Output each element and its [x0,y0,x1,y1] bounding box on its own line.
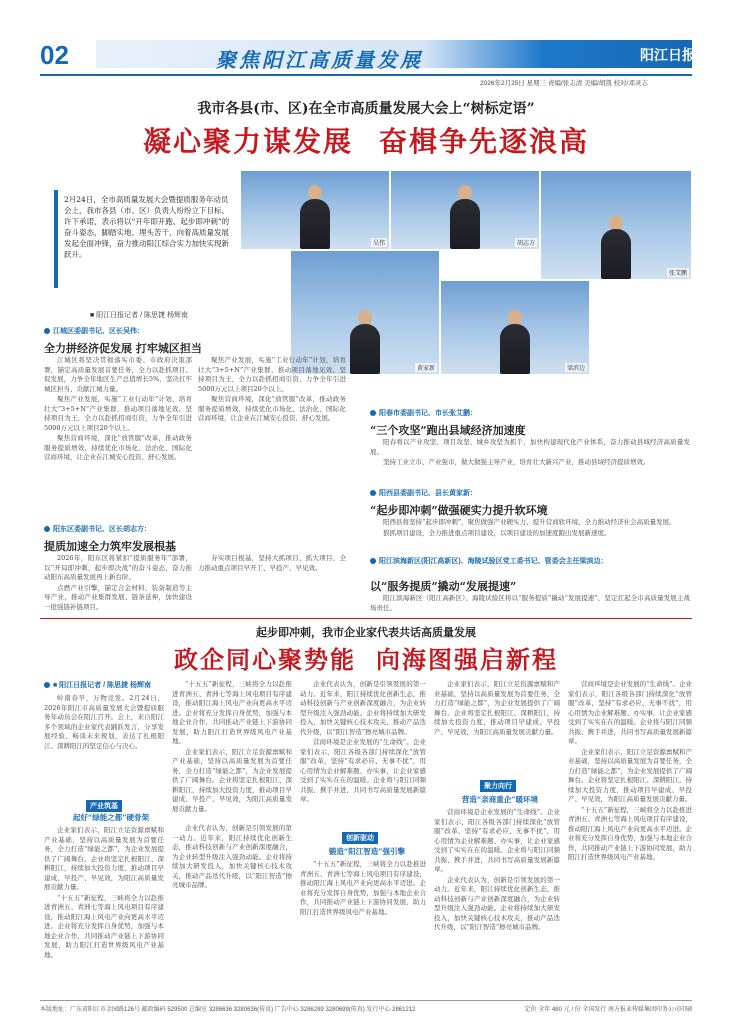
section-body-cont: 夯实项目根基，坚持大抓项目、抓大项目，全力推动重点项目早开工、早投产、早见效。 [198,554,346,572]
lead-kicker: 我市各县(市、区)在全市高质量发展大会上“树标定语” [197,101,535,117]
lower-intro: 岭南春早，万物竞发。2月24日，2026年阳江市高质量发展大会暨提质服务年动员会在阳江召开。会上，来自阳江多个领域的企业家代表踊跃发言，分享发展经验、畅谈未来规划，表达了扎根阳江、深耕阳江的坚定信心与决心。 [44,694,164,750]
lower-headline [0,640,732,675]
lead-headline-a: 凝心聚力谋发展 [142,125,353,158]
section-body: 2026年，阳东区将紧扣“提质服务年”部署，以“开局即冲刺、起步即决战”的奋斗姿态，奋力推动阳东高质量发展再上新台阶。 点燃产业引擎，锚定合金材料、装备制造等主导产业，推动产业集群发展、链条延伸，加快建设一批强链补链项目。 [44,554,192,611]
subsection-label: 产业筑基 [86,800,122,812]
subsection-title: 营造“亲商重企”暖环境 [461,795,539,804]
lower-headline-a: 政企同心聚势能 [174,645,356,674]
masthead [0,0,732,87]
section-tag: 阳江滨海新区(阳江高新区)、海陵试验区党工委书记、管委会主任梁滨边： [370,556,690,566]
lower-body: 营商环境是企业发展的“生命线”。企业家们表示，阳江各级各部门持续深化“放管服”改革，坚持“有求必应、无事不扰”，用心用情为企业解难题、办实事，让企业家感受到了实实在在的温暖。企业将与阳江同频共振、携手并进，共同书写高质量发展新篇章。 企业代表认为，创新是引领发展的第一动力。近年来，阳江持续优化创新生态，推动科技创新与产业创新深度融合，为企业转型升级注入强劲动能。企业将持续加大研发投入，加快关键核心技术攻关，推动产品迭代升级，以“阳江智造”擦亮城市品牌。 [434,808,560,931]
lower-body: 企业家们表示，阳江立足资源禀赋和产业基础，坚持以高质量发展为首要任务，全力打造“绿能之都”，为企业发展提供了广阔舞台。企业将坚定扎根阳江、深耕阳江，持续加大投资力度，推动项目早建成、早投产、早见效，为阳江高质量发展贡献力量。 “十五五”新征程，三峡将全力以赴推进青洲五、青洲七等海上风电项目有序建设，推动阳江海上风电产业向更高水平迈进。企业将充分发挥自身优势，加强与本地企业合作，共同推动产业链上下游协同发展，助力阳江打造世界级风电产业基地。 [44,826,164,959]
lower-kicker: 起步即冲刺，我市企业家代表共话高质量发展 [256,626,476,639]
section-title: 聚焦阳江高质量发展 [216,48,423,72]
lower-body: “十五五”新征程，三峡将全力以赴推进青洲五、青洲七等海上风电项目有序建设，推动阳江海上风电产业向更高水平迈进。企业将充分发挥自身优势，加强与本地企业合作，共同推动产业链上下游协同发展，助力阳江打造世界级风电产业基地。 [300,860,426,916]
section-title: 提质加速全力筑牢发展根基 [44,540,176,553]
lower-byline: ■ 阳江日报记者 / 陈思捷 杨辉南 [44,680,151,690]
footer [40,1004,692,1013]
issue-meta: 2026年2月25日 星期三 责编/张志清 美编/胡凯 校对/邓灵志 [480,80,648,87]
subsection-title: 起好“绿能之都”硬骨架 [72,813,150,822]
lead-headline [0,120,732,160]
section-divider [40,618,692,619]
photo-caption: 吴伟 [372,240,385,247]
lower-headline-b: 向海图强启新程 [376,645,558,674]
subsection-label: 创新驱动 [342,832,378,844]
section-tag: 江城区委副书记、区长吴伟： [44,326,144,336]
page-number: 02 [40,40,69,70]
lower-body: 企业代表认为，创新是引领发展的第一动力。近年来，阳江持续优化创新生态，推动科技创新与产业创新深度融合，为企业转型升级注入强劲动能。企业将持续加大研发投入，加快关键核心技术攻关，推动产品迭代升级，以“阳江智造”擦亮城市品牌。 [172,824,292,889]
masthead-rule [40,74,692,76]
section-title: 全力拼经济促发展 打牢城区担当 [44,342,202,355]
lower-body: 企业家们表示，阳江立足资源禀赋和产业基础，坚持以高质量发展为首要任务，全力打造“绿能之都”，为企业发展提供了广阔舞台。企业将坚定扎根阳江、深耕阳江，持续加大投资力度，推动项目早建成、早投产、早见效，为阳江高质量发展贡献力量。 [434,680,560,736]
photo-caption: 胡志方 [516,240,535,247]
photo-caption: 张艾鹏 [668,270,687,277]
section-body: 阳春将以产业攻坚、项目攻坚、城乡攻坚为抓手，加快构建现代化产业体系，奋力推动县域经济高质量发展。 坚持工业立市、产业强市，做大做强主导产业，培育壮大新兴产业，推动县域经济提质增效。 [370,438,690,466]
speaker-photo [240,170,390,250]
speaker-photo [540,170,692,280]
newspaper-logo: 阳江日报 [640,48,696,64]
lead-headline-b: 奋楫争先逐浪高 [379,125,590,158]
lower-body: 企业代表认为，创新是引领发展的第一动力。近年来，阳江持续优化创新生态，推动科技创新与产业创新深度融合，为企业转型升级注入强劲动能。企业将持续加大研发投入，加快关键核心技术攻关，推动产品迭代升级，以“阳江智造”擦亮城市品牌。 营商环境是企业发展的“生命线”。企业家们表示，阳江各级各部门持续深化“放管服”改革，坚持“有求必应、无事不扰”，用心用情为企业解难题、办实事，让企业家感受到了实实在在的温暖。企业将与阳江同频共振、携手并进，共同书写高质量发展新篇章。 [300,680,426,803]
photo-caption: 梁滨边 [566,365,585,372]
section-tag: 阳春市委副书记、市长张艾鹏： [370,408,477,418]
section-body: 江城区将坚决贯彻落实市委、市政府决策部署，锚定高质量发展首要任务，全力以赴抓项目、促发展，力争全年地区生产总值增长5%，坚决扛牢城区担当、贡献江城力量。 聚焦产业发展，实施“工业行动年”计划，培育壮大“3+5+N”产业集群，推动项目落地见效。坚持项目为王，全力以赴抓招商引资，力争全年引进5000万元以上项目20个以上。 聚焦营商环境，深化“放管服”改革，推动政务服务提质增效，持续优化市场化、法治化、国际化营商环境，让企业在江城安心投资、舒心发展。 [44,356,192,461]
speaker-photo [440,280,590,375]
section-title: “起步即冲刺”做强硬实力提升软环境 [370,504,548,517]
subsection-title: 锻造“阳江智造”强引擎 [328,847,406,856]
section-tag: 阳西县委副书记、县长黄家新： [370,488,477,498]
section-title: “三个攻坚”跑出县域经济加速度 [370,424,526,437]
section-body-cont: 聚焦产业发展，实施“工业行动年”计划，培育壮大“3+5+N”产业集群，推动项目落地见效。坚持项目为王，全力以赴抓招商引资，力争全年引进5000万元以上项目20个以上。 聚焦营商环境，深化“放管服”改革，推动政务服务提质增效，持续优化市场化、法治化、国际化营商环境，让企业在江城安心投资、舒心发展。 [198,356,346,422]
footer-address: 本版地址：广东省阳江市金园路126号 邮政编码 529500 总编室 3286636 3280636(传真) 广告中心 3286289 3280699(传真) 发行中心 2861212 [40,1007,416,1013]
lead-byline: ■ 阳江日报记者 / 陈思捷 杨辉南 [90,312,188,319]
footer-price: 定价 全年 480 元 / 份 全国发行 南方报业传媒集团印务公司印刷 [524,1007,692,1013]
footer-rule [40,1000,692,1001]
lower-body: 营商环境是企业发展的“生命线”。企业家们表示，阳江各级各部门持续深化“放管服”改革，坚持“有求必应、无事不扰”，用心用情为企业解难题、办实事，让企业家感受到了实实在在的温暖。企业将与阳江同频共振、携手并进，共同书写高质量发展新篇章。 企业家们表示，阳江立足资源禀赋和产业基础，坚持以高质量发展为首要任务，全力打造“绿能之都”，为企业发展提供了广阔舞台。企业将坚定扎根阳江、深耕阳江，持续加大投资力度，推动项目早建成、早投产、早见效，为阳江高质量发展贡献力量。 “十五五”新征程，三峡将全力以赴推进青洲五、青洲七等海上风电项目有序建设，推动阳江海上风电产业向更高水平迈进。企业将充分发挥自身优势，加强与本地企业合作，共同推动产业链上下游协同发展，助力阳江打造世界级风电产业基地。 [568,680,692,861]
section-body: 阳江滨海新区（阳江高新区）、海陵试验区将以“服务提质”撬动“发展提速”，坚定扛起全市高质量发展主战场责任。 [370,594,690,612]
photo-caption: 黄家新 [416,365,435,372]
speaker-photo [390,170,540,250]
section-title: 以“服务提质”撬动“发展提速” [370,580,517,593]
subsection-label: 聚力向行 [480,780,516,792]
section-tag: 阳东区委副书记、区长胡志方： [44,524,151,534]
lower-body: “十五五”新征程，三峡将全力以赴推进青洲五、青洲七等海上风电项目有序建设，推动阳江海上风电产业向更高水平迈进。企业将充分发挥自身优势，加强与本地企业合作，共同推动产业链上下游协同发展，助力阳江打造世界级风电产业基地。 企业家们表示，阳江立足资源禀赋和产业基础，坚持以高质量发展为首要任务，全力打造“绿能之都”，为企业发展提供了广阔舞台。企业将坚定扎根阳江、深耕阳江，持续加大投资力度，推动项目早建成、早投产、早见效，为阳江高质量发展贡献力量。 [172,680,292,813]
section-body: 阳西县将坚持“起步即冲刺”，聚焦做强产业硬实力、提升营商软环境，全力推动经济社会高质量发展。 狠抓项目建设，全力推进重点项目建设，以项目建设的加速度跑出发展新速度。 [383,518,676,537]
lead-summary: 2月24日，全市高质量发展大会暨提质服务年动员会上，我市各县（市、区）负责人纷纷立下目标、许下承诺，表示将以“开年即开跑、起步即冲刺”的奋斗姿态，脚踏实地、埋头苦干，向着高质量发展发起全面冲锋，奋力推动阳江综合实力加快实现新跃升。 [54,190,238,288]
